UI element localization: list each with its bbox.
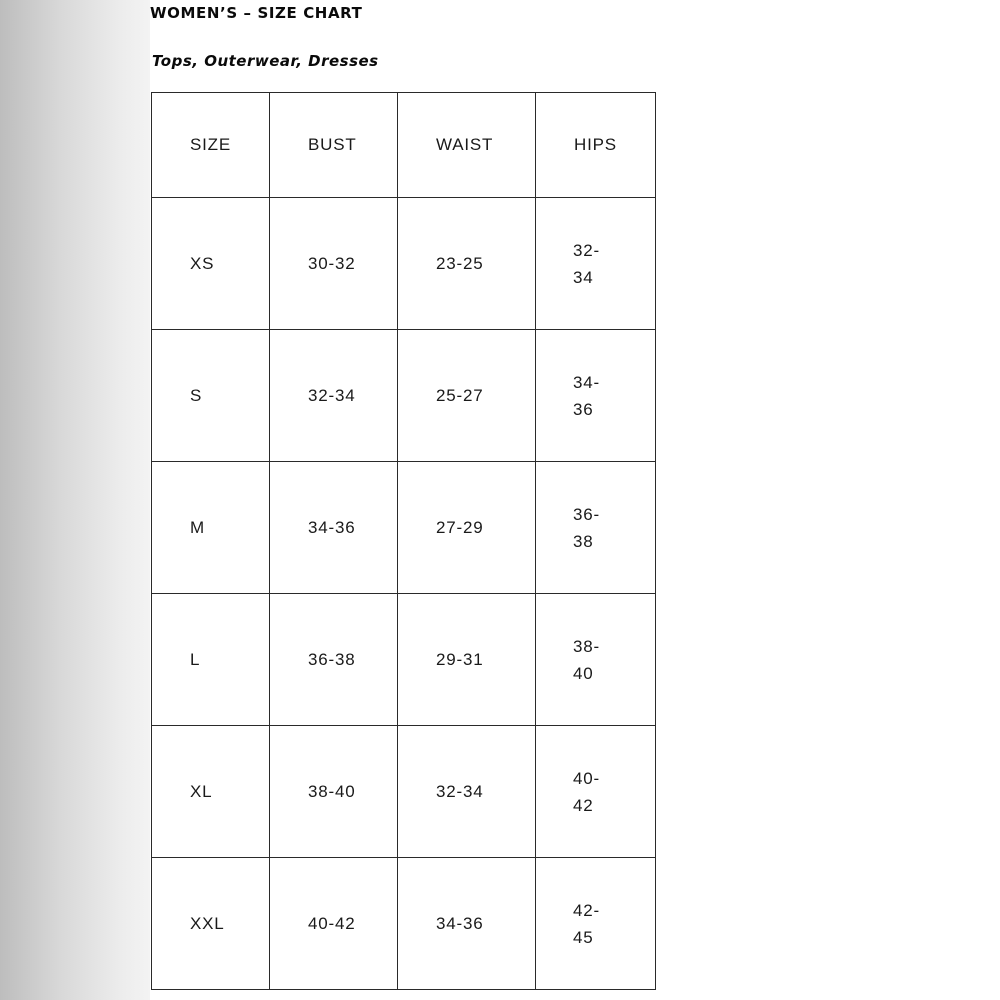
- hips-value-line2: 38: [573, 531, 594, 551]
- table-row: [152, 330, 656, 462]
- hips-value-line1: 38-: [573, 636, 600, 656]
- table-header-row: [152, 93, 656, 198]
- hips-cell: [536, 462, 656, 594]
- bust-value: 38-40: [308, 781, 356, 801]
- bust-cell: [270, 594, 398, 726]
- waist-cell: [398, 594, 536, 726]
- hips-value-line1: 32-: [573, 240, 600, 260]
- header-cell-hips: [536, 93, 656, 198]
- size-chart-table: [151, 92, 656, 990]
- table-row: [152, 594, 656, 726]
- size-cell: [152, 594, 270, 726]
- left-shadow-background: [0, 0, 150, 1000]
- hips-cell: [536, 726, 656, 858]
- hips-value-line1: 34-: [573, 372, 600, 392]
- waist-cell: [398, 198, 536, 330]
- hips-cell: [536, 858, 656, 990]
- size-cell: [152, 462, 270, 594]
- bust-cell: [270, 726, 398, 858]
- header-label-hips: HIPS: [574, 135, 617, 154]
- header-label-size: SIZE: [190, 135, 231, 154]
- size-value: XXL: [190, 913, 225, 933]
- table-row: [152, 462, 656, 594]
- waist-value: 25-27: [436, 385, 484, 405]
- hips-value-line2: 40: [573, 663, 594, 683]
- hips-value-line2: 36: [573, 399, 594, 419]
- header-cell-waist: [398, 93, 536, 198]
- bust-value: 40-42: [308, 913, 356, 933]
- waist-cell: [398, 858, 536, 990]
- header-cell-bust: [270, 93, 398, 198]
- size-chart-page: [150, 0, 670, 1000]
- hips-value: [536, 237, 655, 291]
- header-label-waist: WAIST: [436, 135, 494, 154]
- size-cell: [152, 198, 270, 330]
- hips-value: [536, 501, 655, 555]
- hips-value-line1: 36-: [573, 504, 600, 524]
- hips-cell: [536, 594, 656, 726]
- hips-cell: [536, 198, 656, 330]
- hips-value-line2: 42: [573, 795, 594, 815]
- bust-value: 34-36: [308, 517, 356, 537]
- hips-value-line1: 40-: [573, 768, 600, 788]
- waist-value: 34-36: [436, 913, 484, 933]
- size-cell: [152, 858, 270, 990]
- hips-cell: [536, 330, 656, 462]
- table-row: [152, 726, 656, 858]
- bust-value: 32-34: [308, 385, 356, 405]
- bust-cell: [270, 330, 398, 462]
- size-cell: [152, 330, 270, 462]
- table-row: [152, 198, 656, 330]
- hips-value: [536, 765, 655, 819]
- waist-value: 27-29: [436, 517, 484, 537]
- waist-value: 32-34: [436, 781, 484, 801]
- hips-value: [536, 633, 655, 687]
- header-cell-size: [152, 93, 270, 198]
- bust-value: 36-38: [308, 649, 356, 669]
- bust-cell: [270, 858, 398, 990]
- bust-cell: [270, 198, 398, 330]
- hips-value-line1: 42-: [573, 900, 600, 920]
- hips-value: [536, 369, 655, 423]
- bust-cell: [270, 462, 398, 594]
- hips-value-line2: 45: [573, 927, 594, 947]
- size-value: S: [190, 385, 203, 405]
- waist-cell: [398, 462, 536, 594]
- size-value: L: [190, 649, 201, 669]
- size-cell: [152, 726, 270, 858]
- page-title: WOMEN’S – SIZE CHART: [150, 4, 363, 22]
- waist-value: 23-25: [436, 253, 484, 273]
- header-label-bust: BUST: [308, 135, 357, 154]
- waist-cell: [398, 330, 536, 462]
- hips-value: [536, 897, 655, 951]
- waist-value: 29-31: [436, 649, 484, 669]
- table-row: [152, 858, 656, 990]
- hips-value-line2: 34: [573, 267, 594, 287]
- size-value: XL: [190, 781, 213, 801]
- size-value: XS: [190, 253, 215, 273]
- size-value: M: [190, 517, 205, 537]
- waist-cell: [398, 726, 536, 858]
- bust-value: 30-32: [308, 253, 356, 273]
- page-subtitle: Tops, Outerwear, Dresses: [152, 52, 379, 70]
